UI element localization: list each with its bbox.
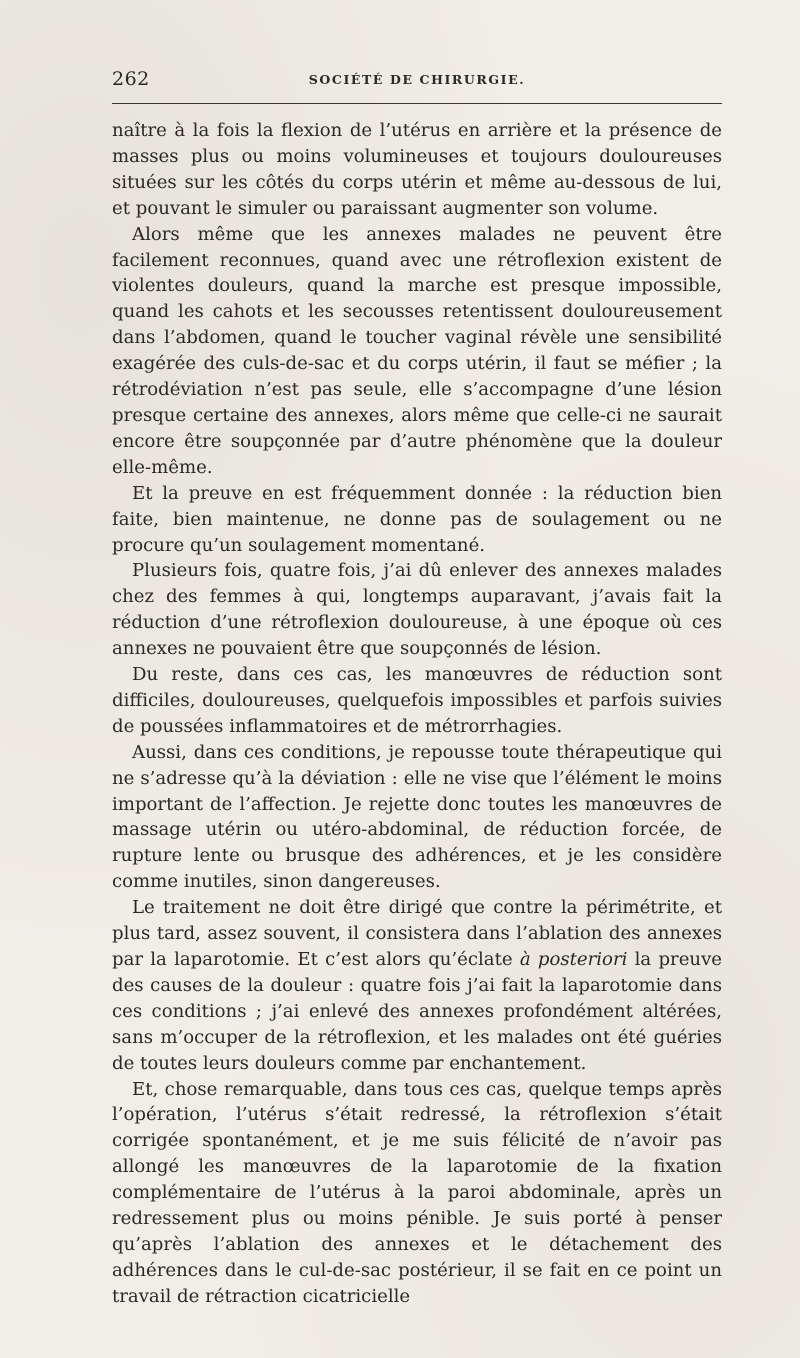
paragraph-7 [112,895,722,1076]
paragraph-3: Et la preuve en est fréquemment donnée : la réduction bien faite, bien maintenue, ne donne pas de soulagement ou ne procure qu’un soulagement momentané. [112,482,722,556]
paragraph-7-text-after: la preuve des causes de la douleur : quatre fois j’ai fait la laparotomie dans ces conditions ; j’ai enlevé des annexes profondément altérées, sans m’occuper de la rétroflexion, et les malades ont été guéries de toutes leurs douleurs comme par enchantement. [112,949,722,1074]
paragraph-7-text-before: Le traitement ne doit être dirigé que contre la périmétrite, et plus tard, assez souvent, il consistera dans l’ablation des annexes par la laparotomie. Et c’est alors qu’éclate [112,897,722,970]
paragraph-2: Alors même que les annexes malades ne peuvent être facilement reconnues, quand avec une rétroflexion existent de violentes douleurs, quand la marche est presque impossible, quand les cahots et les secousses retentissent douloureusement dans l’abdomen, quand le toucher vaginal révèle une sensibilité exagérée des culs-de-sac et du corps utérin, il faut se méfier ; la rétrodéviation n’est pas seule, elle s’accompagne d’une lésion presque certaine des annexes, alors même que celle-ci ne saurait encore être soupçonnée par d’autre phénomène que la douleur elle-même. [112,223,722,478]
body-text [112,118,722,1310]
paragraph-8: Et, chose remarquable, dans tous ces cas, quelque temps après l’opération, l’utérus s’était redressé, la rétroflexion s’était corrigée spontanément, et je me suis félicité de n’avoir pas allongé les manœuvres de la laparotomie de la fixation complémentaire de l’utérus à la paroi abdominale, après un redressement plus ou moins pénible. Je suis porté à penser qu’après l’ablation des annexes et le détachement des adhérences dans le cul-de-sac postérieur, il se fait en ce point un travail de rétraction cicatricielle [112,1078,722,1307]
paragraph-5: Du reste, dans ces cas, les manœuvres de réduction sont difficiles, douloureuses, quelquefois impossibles et parfois suivies de poussées inflammatoires et de métrorrhagies. [112,664,722,737]
header-rule [112,103,722,104]
paragraph-6: Aussi, dans ces conditions, je repousse toute thérapeutique qui ne s’adresse qu’à la déviation : elle ne vise que l’élément le moins important de l’affection. Je rejette donc toutes les manœuvres de massage utérin ou utéro-abdominal, de réduction forcée, de rupture lente ou brusque des adhérences, et je les considère comme inutiles, sinon dangereuses. [112,741,722,893]
running-head: SOCIÉTÉ DE CHIRURGIE. [308,72,526,87]
paragraph-1: naître à la fois la flexion de l’utérus en arrière et la présence de masses plus ou moins volumineuses et toujours douloureuses situées sur les côtés du corps utérin et même au-dessous de lui, et pouvant le simuler ou paraissant augmenter son volume. [112,120,722,219]
page-number: 262 [112,68,150,90]
paragraph-7-italic: à posteriori [519,949,628,970]
paragraph-4: Plusieurs fois, quatre fois, j’ai dû enlever des annexes malades chez des femmes à qui, longtemps auparavant, j’avais fait la réduction d’une rétroflexion douloureuse, à une époque où ces annexes ne pouvaient être que soupçonnés de lésion. [112,560,722,660]
page-header [112,68,722,98]
